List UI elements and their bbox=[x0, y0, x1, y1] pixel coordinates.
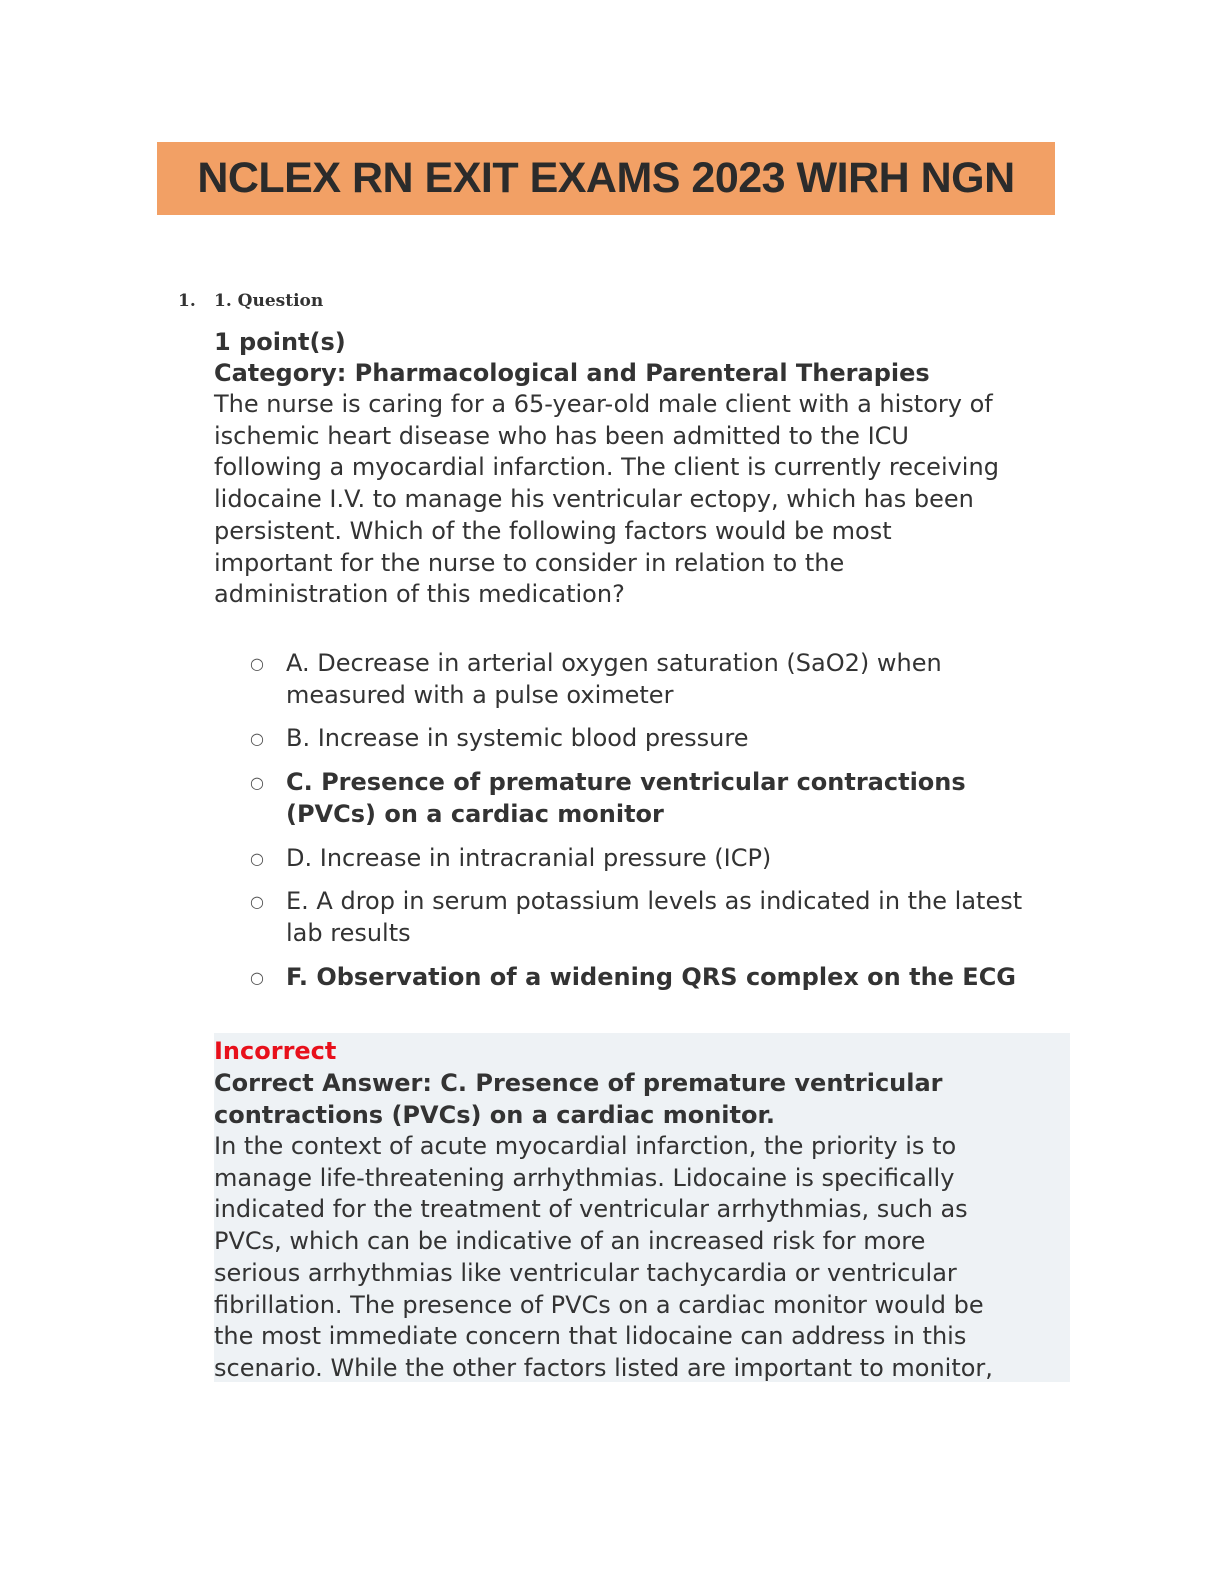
feedback-status: Incorrect bbox=[214, 1037, 337, 1065]
question-category: Category: Pharmacological and Parenteral Therapies bbox=[214, 359, 930, 387]
option-label: E. A drop in serum potassium levels as indicated in the latest lab results bbox=[286, 887, 1023, 947]
option-label: D. Increase in intracranial pressure (ICP) bbox=[286, 843, 772, 872]
feedback-panel bbox=[214, 1033, 1070, 1382]
question-points: 1 point(s) bbox=[214, 328, 346, 356]
answer-option[interactable] bbox=[250, 843, 1040, 875]
title-banner bbox=[157, 142, 1055, 215]
option-label: F. Observation of a widening QRS complex on the ECG bbox=[286, 962, 1017, 991]
radio-circle-icon: ○ bbox=[250, 967, 264, 987]
answer-option[interactable] bbox=[250, 886, 1040, 949]
option-label: C. Presence of premature ventricular contractions (PVCs) on a cardiac monitor bbox=[286, 768, 966, 828]
question-header-label: 1. Question bbox=[214, 291, 324, 311]
question-header bbox=[178, 291, 323, 311]
radio-circle-icon: ○ bbox=[250, 729, 264, 749]
question-body bbox=[214, 326, 1074, 611]
radio-circle-icon: ○ bbox=[250, 654, 264, 673]
question-text: The nurse is caring for a 65-year-old male client with a history of ischemic heart disease who has been admitted to the ICU following a myocardial infarction. The client is currently receiving lidocaine I.V. to manage his ventricular ectopy, which has been persistent. Which of the following factors would be most important for the nurse to consider in relation to the administration of this medication? bbox=[214, 390, 999, 609]
answer-option[interactable] bbox=[250, 648, 1040, 711]
feedback-explanation: In the context of acute myocardial infarction, the priority is to manage life-threatening arrhythmias. Lidocaine is specifically indicated for the treatment of ventricular arrhythmias, such as PVCs, which can be indicative of an increased risk for more serious arrhythmias like ventricular tachycardia or ventricular fibrillation. The presence of PVCs on a cardiac monitor would be the most immediate concern that lidocaine can address in this scenario. While the other factors listed are important to monitor, bbox=[214, 1132, 993, 1382]
option-label: A. Decrease in arterial oxygen saturation (SaO2) when measured with a pulse oximeter bbox=[286, 649, 942, 709]
answer-option[interactable] bbox=[250, 723, 1040, 755]
correct-answer: Correct Answer: C. Presence of premature ventricular contractions (PVCs) on a cardiac monitor. bbox=[214, 1069, 943, 1129]
radio-circle-icon: ○ bbox=[250, 773, 264, 793]
radio-circle-icon: ○ bbox=[250, 892, 264, 912]
option-label: B. Increase in systemic blood pressure bbox=[286, 724, 749, 753]
question-list-number: 1. bbox=[178, 291, 196, 311]
answer-options bbox=[250, 648, 1040, 1005]
answer-option[interactable] bbox=[250, 767, 1040, 830]
answer-option[interactable] bbox=[250, 962, 1040, 994]
document-title: NCLEX RN EXIT EXAMS 2023 WIRH NGN bbox=[197, 154, 1015, 202]
radio-circle-icon: ○ bbox=[250, 848, 264, 868]
